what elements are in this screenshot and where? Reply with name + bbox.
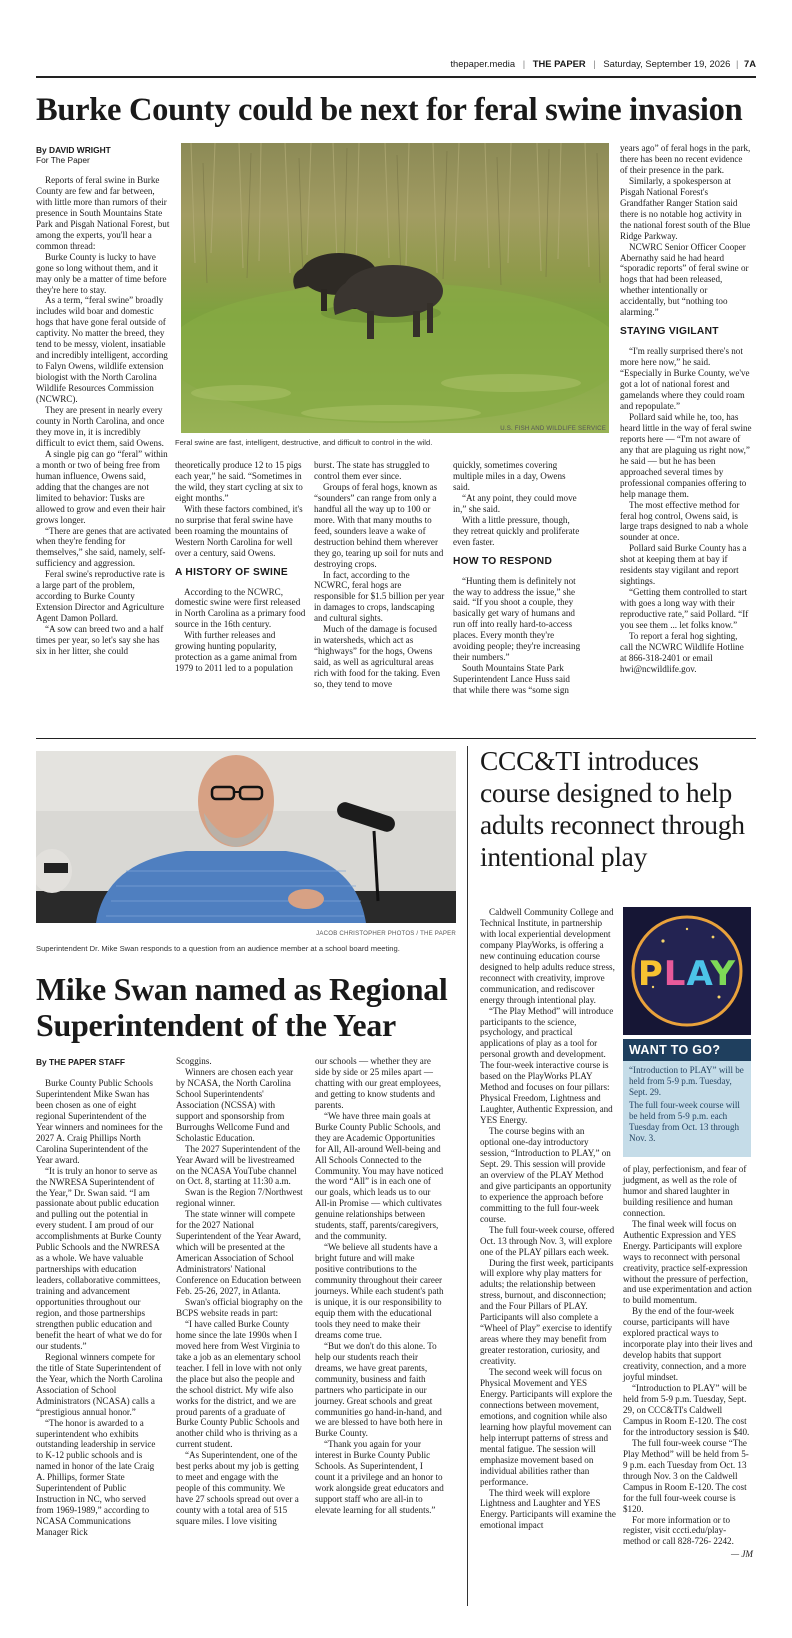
paragraph: The second week will focus on Physical Movement and YES Energy. Participants will explore the connections between movement, emotions, and cognition while also learning how playful movement can help interrupt patterns of stress and mental fatigue. The session will emphasize movement based on individual abilities rather than performance.: [480, 1367, 613, 1487]
paragraph: “Thank you again for your interest in Burke County Public Schools. As Superintendent, I count it a privilege and an honor to work alongside great educators and support staff who are all-in to elevate learning for all students.”: [315, 1439, 444, 1516]
paragraph: years ago” of feral hogs in the park, there has been no recent evidence of their presence in the park.: [620, 143, 751, 175]
paragraph: “But we don't do this alone. To help our students reach their dreams, we have great parents, community, business and faith partners who participate in our journey. Great schools and great communities go hand-in-hand, and we are blessed to have both here in Burke County.: [315, 1340, 443, 1439]
paragraph: By the end of the four-week course, participants will have explored practical ways to incorporate play into their lives and develop habits that support creativity, connection, and a more joyful mindset.: [623, 1306, 753, 1383]
paragraph: For more information or to register, visit cccti.edu/play-method or call 828-726- 2242.: [623, 1514, 734, 1547]
story2-byline-author: By THE PAPER STAFF: [36, 1057, 126, 1067]
paragraph: With these factors combined, it's no surprise that feral swine have been roaming the mountains of Western North Carolina for well over a century, said Owens.: [175, 503, 303, 558]
paragraph: Burke County is lucky to have gone so long without them, and it may only be a matter of time before they're here to stay.: [36, 251, 167, 295]
paragraph: NCWRC Senior Officer Cooper Abernathy said he had heard “sporadic reports” of feral swine or hogs that had been released, whether intentionally or accidentally, but “nothing too alarming.”: [620, 241, 749, 318]
paragraph: South Mountains State Park Superintendent Lance Huss said that while there was “some sign: [453, 663, 570, 696]
story1-column-2: [175, 460, 306, 674]
paragraph: burst. The state has struggled to control them ever since.: [314, 460, 430, 481]
paragraph: “I have called Burke County home since the late 1990s when I moved here from West Virginia to take a job as an elementary school teacher. I fell in love with not only the place but also the people and the school district. My wife also works for the district, and we are proud parents of a graduate of Burke County Public Schools and another child who is thriving as a current student.: [176, 1318, 302, 1450]
paragraph: The third week will explore Lightness and Laughter and YES Energy. Participants will examine the emotional impact: [480, 1487, 616, 1531]
story1-byline-org: For The Paper: [36, 155, 90, 165]
want-to-go-detail-1: “Introduction to PLAY” will be held from 5-9 p.m. Tuesday, Sept. 29.: [629, 1065, 744, 1097]
story2-headline: Mike Swan named as Regional Superintendent of the Year: [36, 971, 448, 1043]
masthead-rule: [36, 76, 756, 78]
masthead-paper: THE PAPER: [532, 58, 586, 69]
play-logo-wordmark: PLAY: [637, 954, 737, 994]
superintendent-image: [36, 751, 456, 923]
paragraph: “Getting them controlled to start with goes a long way with their reproductive rate,” said Pollard. “If you see them ... let folks know.”: [620, 587, 749, 631]
masthead-page-number: 7A: [744, 58, 756, 69]
paragraph: In fact, according to the NCWRC, feral hogs are responsible for $1.5 billion per year in damages to crops, landscaping and cultural sights.: [314, 569, 445, 624]
paragraph: “I'm really surprised there's not more here now,” he said. “Especially in Burke County, we've got a lot of national forest and gamelands where they could roam and repopulate.”: [620, 346, 750, 411]
want-to-go-box: [623, 1039, 751, 1157]
play-logo: [623, 907, 751, 1035]
subhead-staying-vigilant: STAYING VIGILANT: [620, 326, 719, 338]
story1-column-4: [453, 460, 584, 696]
paragraph: Regional winners compete for the title of State Superintendent of the Year, which the North Carolina Association of School Administrators (NCASA) calls a “prestigious annual honor.”: [36, 1351, 163, 1417]
superintendent-photo: [36, 751, 456, 923]
paragraph: “The honor is awarded to a superintendent who exhibits outstanding leadership in service to K-12 public schools and is named in honor of the late Craig A. Phillips, former State Superintendent of Public Instruction in NC, who served from 1969-1989,” according to NCASA Communications Manager Rick: [36, 1417, 156, 1538]
masthead-date: Saturday, September 19, 2026: [603, 58, 731, 69]
paragraph: Feral swine's reproductive rate is a large part of the problem, according to Burke County Extension Director and Agriculture Agent Damon Pollard.: [36, 569, 165, 624]
story1-byline-author: By DAVID WRIGHT: [36, 145, 111, 155]
paragraph: The 2027 Superintendent of the Year Award will be livestreamed on the NCASA YouTube channel on Oct. 8, starting at 11:30 a.m.: [176, 1143, 301, 1187]
paragraph: The most effective method for feral hog control, Owens said, is large traps designed to nab a whole sounder at once.: [620, 499, 749, 543]
paragraph: With further releases and growing hunting popularity, protection as a game animal from 1979 to 2011 led to a population: [175, 630, 297, 674]
paragraph: Scoggins.: [176, 1056, 212, 1066]
paragraph: During the first week, participants will explore why play matters for adults; the relationship between stress, burnout, and disconnection; and the Four Pillars of PLAY. Participants will also complete a “Wheel of Play” exercise to identify areas where they may benefit from greater restoration, curiosity, and creativity.: [480, 1257, 614, 1367]
paragraph: Reports of feral swine in Burke County are few and far between, with little more than rumors of their presence in South Mountains State Park and Pisgah National Forest, but among the experts, you'll hear a common thread:: [36, 175, 170, 251]
paragraph: “As Superintendent, one of the best perks about my job is getting to meet and engage with the people of this community. We have 27 schools spread out over a county with a total area of 515 square miles. I love visiting: [176, 1450, 299, 1527]
paragraph: With a little pressure, though, they retreat quickly and proliferate even faster.: [453, 514, 580, 547]
story2-byline: [36, 1057, 125, 1067]
paragraph: The state winner will compete for the 2027 National Superintendent of the Year Award, which will be presented at the American Association of School Administrators' National Conference on Education between Feb. 25-26, 2027, in Atlanta.: [176, 1209, 301, 1297]
paragraph: They are present in nearly every county in North Carolina, and once they move in, it is incredibly difficult to evict them, said Owens.: [36, 405, 165, 448]
signoff: — JM: [731, 1549, 753, 1560]
story2-photo-caption: Superintendent Dr. Mike Swan responds to a question from an audience member at a school board meeting.: [36, 944, 400, 953]
story2-column-2: [176, 1056, 304, 1527]
paragraph: According to the NCWRC, domestic swine were first released in North Carolina as a primary food source in the 16th century.: [175, 586, 306, 630]
paragraph: our schools — whether they are side by side or 25 miles apart — chatting with our great employees, and getting to know students and parents.: [315, 1056, 442, 1110]
paragraph: Groups of feral hogs, known as “sounders” can range from only a handful all the way up to 100 or more. With that many mouths to feed, sounders leave a wake of destruction behind them wherever they go, tearing up soil for nuts and destroying crops.: [314, 481, 444, 569]
paragraph: “There are genes that are activated when they're fending for themselves,” she said, namely, self-sufficiency and aggression.: [36, 525, 171, 569]
column-divider: [467, 746, 468, 1606]
story3-column-1: [480, 907, 616, 1531]
paragraph: To report a feral hog sighting, call the NCWRC Wildlife Hotline at 866-318-2401 or email hwi@ncwildlife.gov.: [620, 630, 744, 674]
story1-photo-caption: Feral swine are fast, intelligent, destructive, and difficult to control in the wild.: [175, 438, 433, 447]
feral-swine-photo: [181, 143, 609, 433]
paragraph: The course begins with an optional one-day introductory session, “Introduction to PLAY,” on Sept. 29. This session will provide an overview of the PLAY Method and give participants an opportunity to experience the approach before committing to the full four-week course.: [480, 1126, 612, 1224]
paragraph: Pollard said Burke County has a shot at keeping them at bay if residents stay vigilant and report sightings.: [620, 543, 747, 587]
story1-byline: [36, 145, 176, 165]
paragraph: theoretically produce 12 to 15 pigs each year,” he said. “Sometimes in the wild, they start cycling at six to eight months.”: [175, 460, 303, 503]
paragraph: “Hunting them is definitely not the way to address the issue,” she said. “If you shoot a couple, they basically get wary of humans and run off into really hard-to-access places. Every month they're avoiding people; they're increasing their numbers.”: [453, 575, 581, 663]
want-to-go-detail-2: The full four-week course will be held from 5-9 p.m. each Tuesday from Oct. 13 through Nov. 3.: [629, 1099, 740, 1143]
story3-column-2: [623, 1164, 753, 1560]
paragraph: “At any point, they could move in,” she said.: [453, 492, 577, 514]
paragraph: “We believe all students have a bright future and will make positive contributions to the community throughout their career journeys. While each student's path is unique, it is our responsibility to equip them with the educational tools they need to make their dreams come true.: [315, 1242, 444, 1340]
paragraph: Caldwell Community College and Technical Institute, in partnership with local experiential development company PlayWorks, is offering a new continuing education course designed to help adults reduce stress, reconnect with creativity, improve communication, and rediscover energy through intentional play.: [480, 907, 615, 1005]
story2-photo-credit: JACOB CHRISTOPHER PHOTOS / THE PAPER: [316, 930, 456, 937]
paragraph: The full four-week course “The Play Method” will be held from 5-9 p.m. each Tuesday from Oct. 13 through Nov. 3 on the Caldwell Campus in Room E-120. The cost for the full four-week course is $120.: [623, 1437, 749, 1514]
story1-column-1: [36, 175, 171, 657]
subhead-how-to-respond: HOW TO RESPOND: [453, 555, 553, 567]
paragraph: “We have three main goals at Burke County Public Schools, and they are Academic Opportunities for All, All-around Well-being and All Schools Connected to the Community. You may have noticed the word “All” is in each one of our goals, which leads us to our All-in Promise — which cultivates genuine relationships between students, staff, parents/caregivers, and the community.: [315, 1110, 444, 1242]
story3-headline: CCC&TI introduces course designed to help adults reconnect through intentional play: [480, 745, 745, 872]
paragraph: “Introduction to PLAY” will be held from 5-9 p.m. Tuesday, Sept. 29, on CCC&TI's Caldwell Campus in Room E-120. The cost for the introductory session is $40.: [623, 1383, 750, 1437]
want-to-go-title: WANT TO GO?: [623, 1039, 751, 1061]
paragraph: Much of the damage is focused in watersheds, which act as “highways” for the hogs, Owens said, as well as agricultural areas rich with food for the taking. Even so, they tend to move: [314, 624, 441, 690]
paragraph: Swan is the Region 7/Northwest regional winner.: [176, 1187, 303, 1209]
story2-column-3: [315, 1056, 445, 1516]
paragraph: Similarly, a spokesperson at Pisgah National Forest's Grandfather Ranger Station said there is no notable hog activity in the national forest south of the Blue Ridge Parkway.: [620, 175, 751, 241]
paragraph: “A sow can breed two and a half times per year, so let's say she has six in her litter, she could: [36, 624, 164, 656]
masthead: thepaper.media | THE PAPER | Saturday, September 19, 2026 | 7A: [450, 58, 756, 69]
play-logo-graphic: [623, 907, 751, 1035]
story1-headline: Burke County could be next for feral swine invasion: [36, 92, 743, 128]
paragraph: Swan's official biography on the BCPS website reads in part:: [176, 1296, 303, 1318]
paragraph: of play, perfectionism, and fear of judgment, as well as the role of humor and shared laughter in building resilience and human connection.: [623, 1164, 747, 1218]
paragraph: A single pig can go “feral” within a month or two of being free from human influence, Owens said, adding that the changes are not limited to behavior: Tusks are allowed to grow and even their hair grows longer.: [36, 448, 168, 525]
masthead-site[interactable]: thepaper.media: [450, 58, 516, 69]
paragraph: Burke County Public Schools Superintendent Mike Swan has been chosen as one of eight regional Superintendent of the Year winners and nominees for the 2027 A. Craig Phillips North Carolina Superintendent of the Year award.: [36, 1078, 163, 1165]
subhead-history-of-swine: A HISTORY OF SWINE: [175, 566, 288, 578]
paragraph: “The Play Method” will introduce participants to the science, psychology, and practical applications of play as a tool for personal growth and development. The four-week interactive course is based on the PlayWorks PLAY Method and focuses on four pillars: Physical Freedom, Lightness and Laughter, Authentic Expression, and YES Energy.: [480, 1005, 614, 1126]
paragraph: As a term, “feral swine” broadly includes wild boar and domestic hogs that have gone feral outside of captivity. No matter the breed, they tend to be messy, violent, insatiable and incredibly intelligent, according to Falyn Owens, wildlife extension biologist with the North Carolina Wildlife Resources Commission (NCWRC).: [36, 295, 168, 405]
paragraph: The full four-week course, offered Oct. 13 through Nov. 3, will explore one of the PLAY pillars each week.: [480, 1224, 615, 1257]
feral-swine-image: [181, 143, 609, 433]
paragraph: Pollard said while he, too, has heard little in the way of feral swine reports here — “I'm not aware of any that are plaguing us right now,” he said — but he has been approached several times by professional companies offering to help manage them.: [620, 411, 752, 499]
paragraph: Winners are chosen each year by NCASA, the North Carolina School Superintendents' Association (NCSSA) with support and sponsorship from Burroughs Wellcome Fund and Scholastic Education.: [176, 1066, 294, 1143]
paragraph: The final week will focus on Authentic Expression and YES Energy. Participants will explore ways to reconnect with personal creativity, practice self-expression without the pressure of perfection, and use experimentation and action to build momentum.: [623, 1218, 752, 1306]
story2-column-1: [36, 1078, 164, 1538]
story1-column-5: [620, 143, 752, 675]
paragraph: “It is truly an honor to serve as the NWRESA Superintendent of the Year,” Dr. Swan said. “I am passionate about public education and pulling out the potential in every student. I am proud of our accomplishments at Burke County Public Schools and the NWRESA as a whole. We have valuable partnerships with education leaders, collaborative committees, training and advancement opportunities throughout our region, and those partnerships strengthen public education and benefit the heart of what we do for our students.”: [36, 1165, 162, 1351]
story1-column-3: [314, 460, 445, 690]
story1-photo-credit: U.S. FISH AND WILDLIFE SERVICE: [500, 425, 606, 432]
paragraph: quickly, sometimes covering multiple miles in a day, Owens said.: [453, 460, 566, 492]
section-divider: [36, 738, 756, 739]
